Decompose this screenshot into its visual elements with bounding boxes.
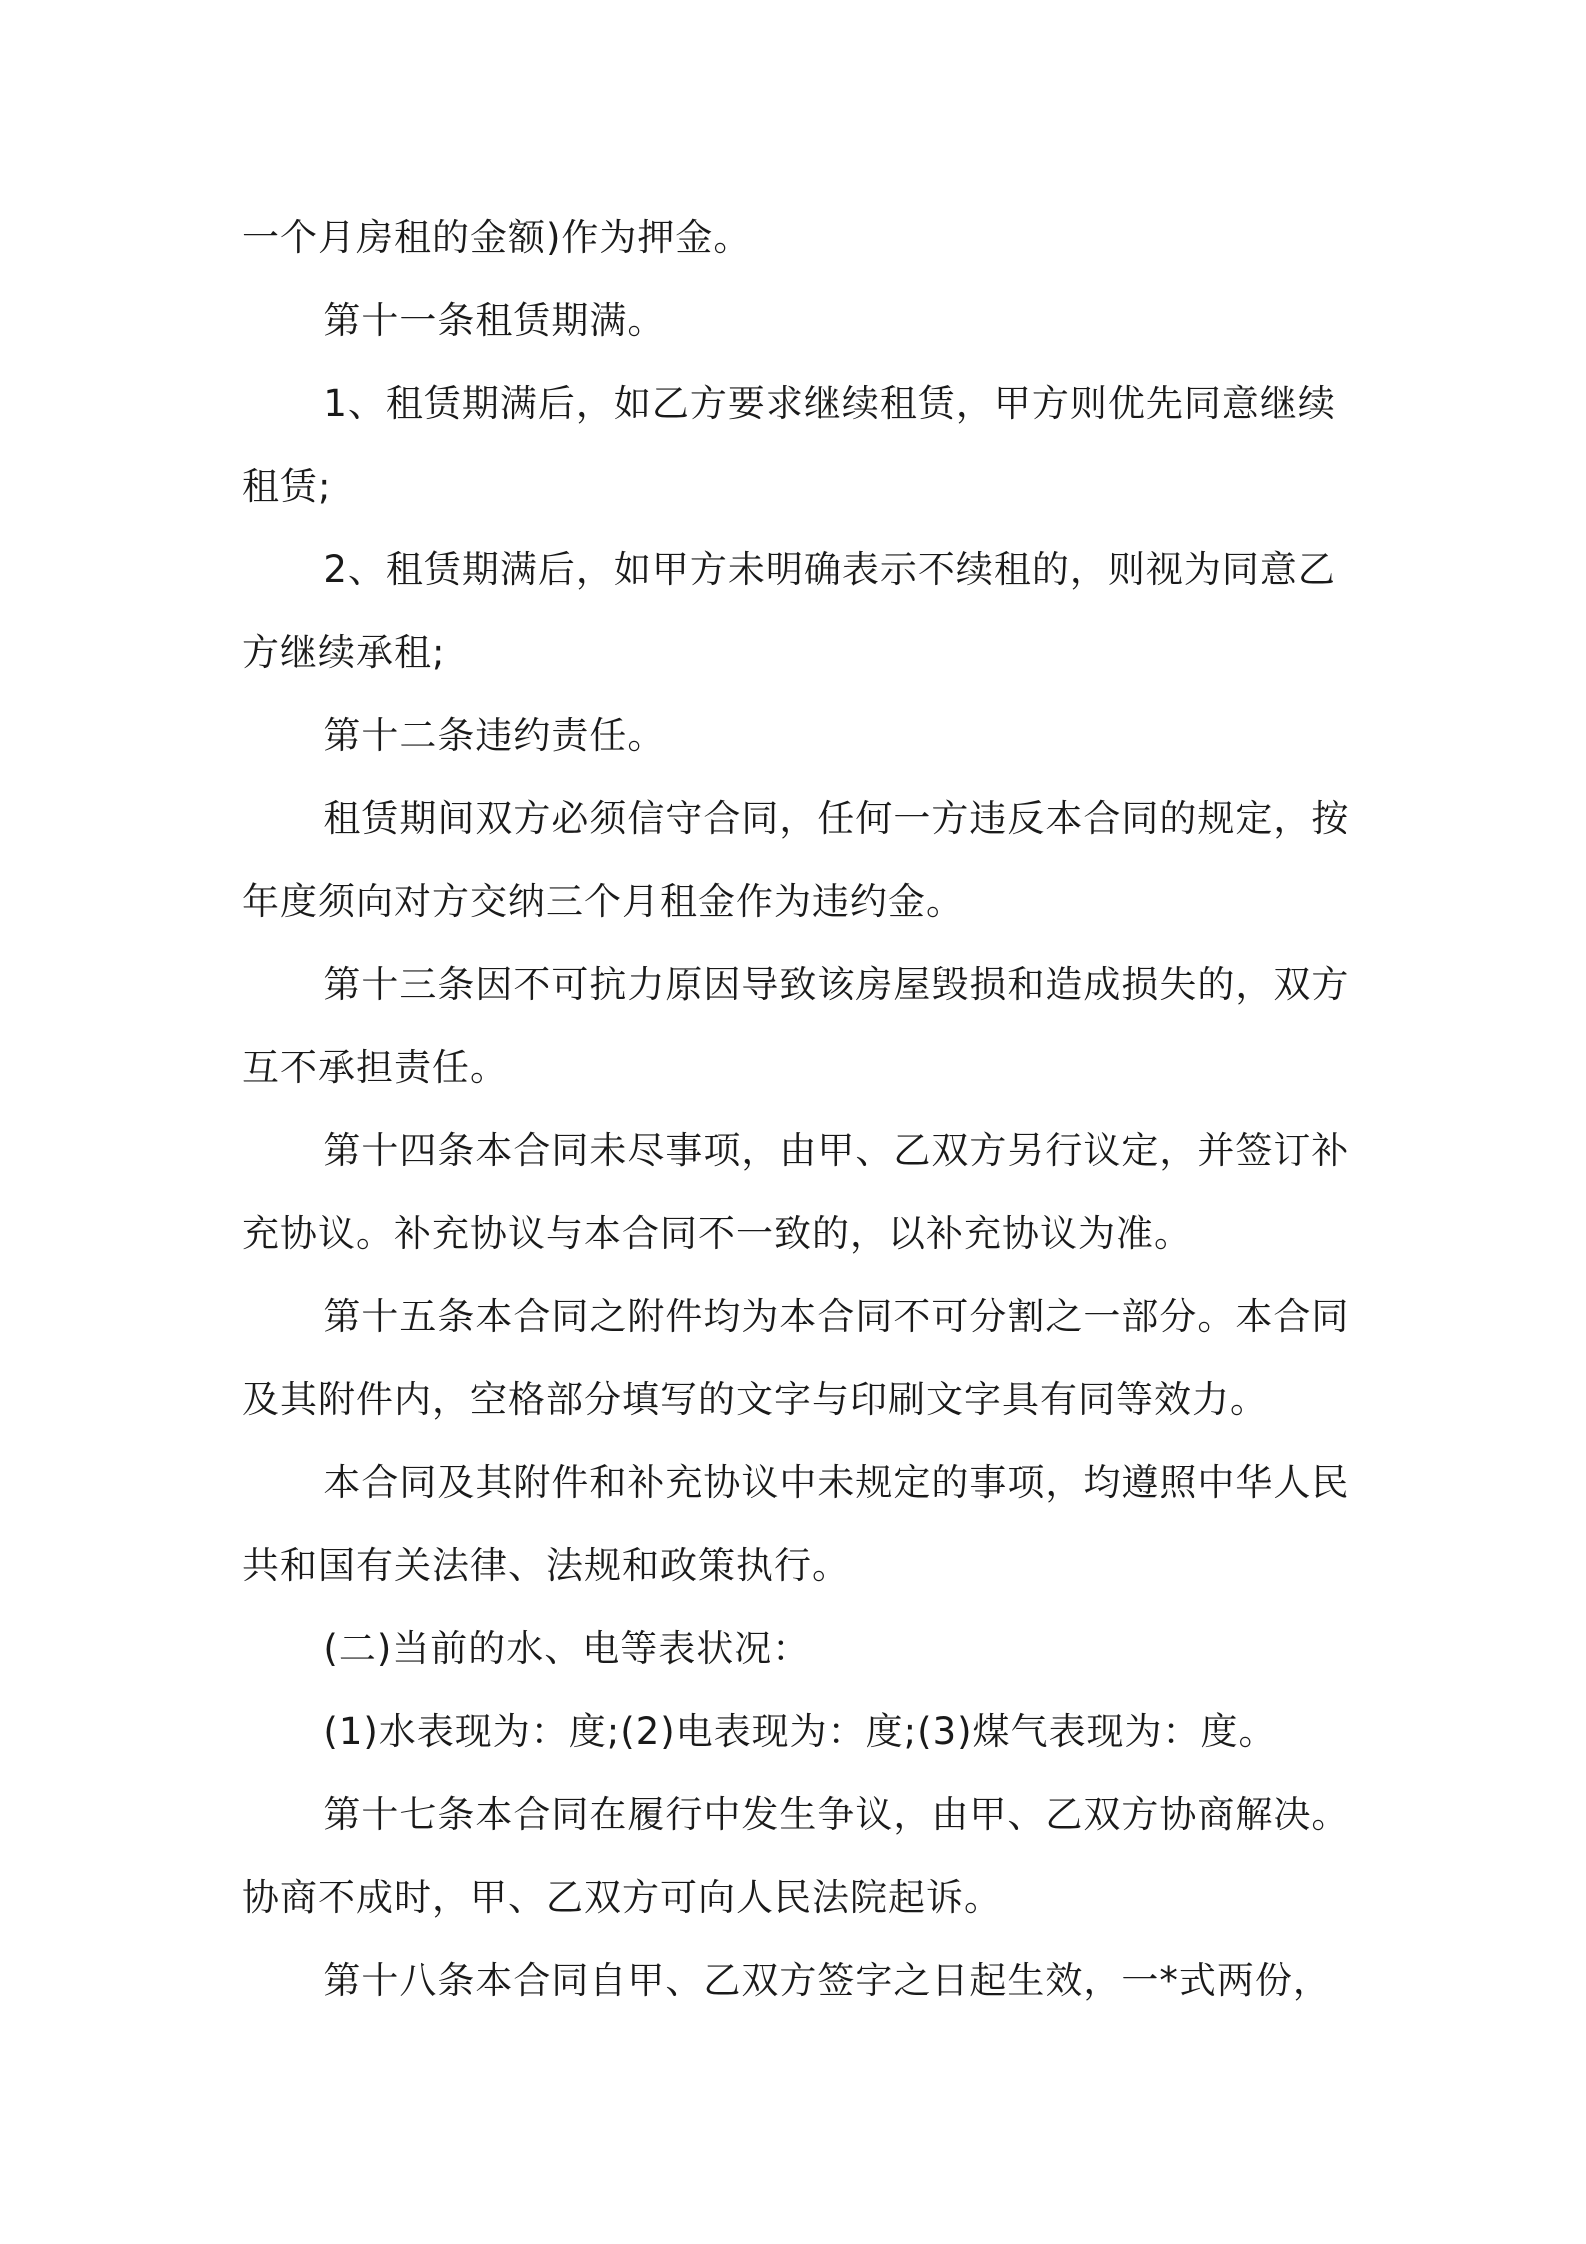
paragraph-article-11-item-2: 2、租赁期满后，如甲方未明确表示不续租的，则视为同意乙方继续承租;	[242, 548, 1336, 674]
paragraph-article-11-heading: 第十一条租赁期满。	[323, 299, 666, 342]
paragraph-article-15: 第十五条本合同之附件均为本合同不可分割之一部分。本合同及其附件内，空格部分填写的文字与印刷文字具有同等效力。	[242, 1295, 1350, 1421]
paragraph-applicable-law: 本合同及其附件和补充协议中未规定的事项，均遵照中华人民共和国有关法律、法规和政策执行。	[242, 1461, 1350, 1587]
document-body	[242, 196, 1356, 2022]
paragraph-article-14: 第十四条本合同未尽事项，由甲、乙双方另行议定，并签订补充协议。补充协议与本合同不一致的，以补充协议为准。	[242, 1129, 1350, 1255]
paragraph-deposit-continuation: 一个月房租的金额)作为押金。	[242, 216, 752, 259]
paragraph-article-17: 第十七条本合同在履行中发生争议，由甲、乙双方协商解决。协商不成时，甲、乙双方可向人民法院起诉。	[242, 1793, 1350, 1919]
paragraph-article-18: 第十八条本合同自甲、乙双方签字之日起生效，一*式两份，	[323, 1959, 1331, 2002]
paragraph-article-12-body: 租赁期间双方必须信守合同，任何一方违反本合同的规定，按年度须向对方交纳三个月租金作为违约金。	[242, 797, 1350, 923]
paragraph-article-13: 第十三条因不可抗力原因导致该房屋毁损和造成损失的，双方互不承担责任。	[242, 963, 1350, 1089]
paragraph-article-12-heading: 第十二条违约责任。	[323, 714, 666, 757]
paragraph-meter-status-heading: (二)当前的水、电等表状况：	[323, 1627, 811, 1670]
paragraph-meter-readings: (1)水表现为：度;(2)电表现为：度;(3)煤气表现为：度。	[323, 1710, 1277, 1753]
paragraph-article-11-item-1: 1、租赁期满后，如乙方要求继续租赁，甲方则优先同意继续租赁;	[242, 382, 1336, 508]
